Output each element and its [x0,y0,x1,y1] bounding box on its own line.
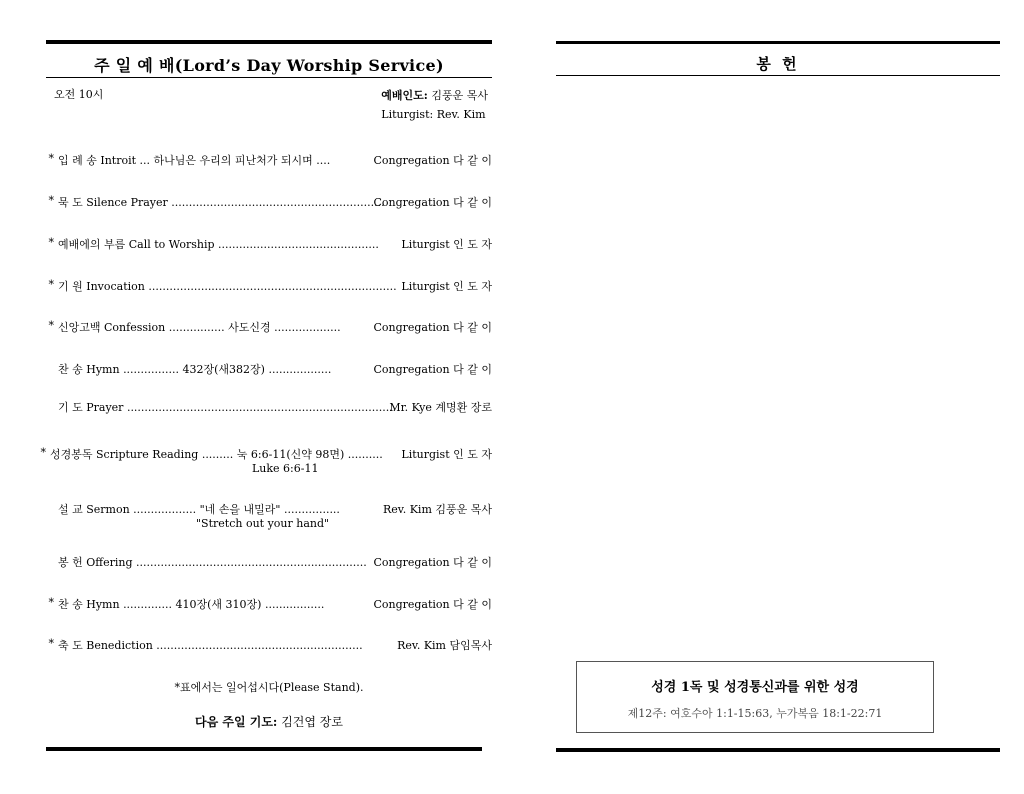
service-time: 오전 10시 [54,88,104,101]
worship-item-leader: Congregation 다 같 이 [373,196,492,209]
offering-top-rule [556,41,1000,44]
right-page [556,0,1000,794]
worship-item [46,278,492,294]
worship-item-subtitle: "Stretch out your hand" [196,517,330,530]
worship-item-leader: Congregation 다 같 이 [373,598,492,611]
next-prayer [46,713,492,730]
bottom-rule [46,747,482,751]
worship-item [46,637,492,653]
worship-item-leader: Congregation 다 같 이 [373,154,492,167]
worship-item [46,236,492,252]
worship-item-title: 예배에의 부름 Call to Worship .............................................. [58,238,379,251]
worship-item-leader: Congregation 다 같 이 [373,363,492,376]
worship-item-subtitle: Luke 6:6-11 [252,462,319,475]
service-title: 주 일 예 배(Lord’s Day Worship Service) [94,56,444,75]
left-page [40,0,492,794]
stand-marker: * [48,194,54,207]
leader-name: 김풍운 목사 [431,89,488,102]
worship-item-title: 축 도 Benediction ........................................................... [58,639,363,652]
worship-item [46,194,492,210]
stand-marker: * [48,152,54,165]
worship-item [46,554,492,570]
next-prayer-name: 김건엽 장로 [281,715,343,729]
offering-bottom-rule [556,748,1000,752]
worship-item [46,319,492,335]
worship-item-title: 신앙고백 Confession ................ 사도신경 ................... [58,321,341,334]
offering-title-rule [556,75,1000,76]
leader-label: 예배인도: [381,89,428,102]
bible-reading-box [576,661,934,733]
bible-box-title: 성경 1독 및 성경통신과를 위한 성경 [651,680,859,695]
worship-item [40,446,492,462]
worship-item-title: 설 교 Sermon .................. "네 손을 내밀라" ................ [58,503,340,516]
liturgist-line: Liturgist: Rev. Kim [381,108,486,121]
bible-box-text: 제12주: 여호수아 1:1-15:63, 누가복음 18:1-22:71 [627,707,883,720]
stand-marker: * [48,278,54,291]
worship-item [46,152,492,168]
stand-marker: * [40,446,46,459]
title-rule [46,77,492,78]
worship-item-title: 봉 헌 Offering .................................................................. [58,556,367,569]
worship-item-leader: Congregation 다 같 이 [373,321,492,334]
service-leader [381,86,488,124]
worship-item-title: 찬 송 Hymn ................ 432장(새382장) .................. [58,363,332,376]
worship-item-title: 성경봉독 Scripture Reading ......... 눅 6:6-11(신약 98면) .......... [50,448,383,461]
offering-title: 봉 헌 [756,55,800,73]
worship-item [46,501,492,517]
stand-marker: * [48,319,54,332]
worship-item-leader: Liturgist 인 도 자 [401,280,492,293]
worship-item [46,596,492,612]
stand-marker: * [48,637,54,650]
worship-item-title: 기 원 Invocation ....................................................................... [58,280,397,293]
worship-item-leader: Rev. Kim 김풍운 목사 [383,503,492,516]
stand-marker: * [48,596,54,609]
worship-item-leader: Rev. Kim 담임목사 [397,639,492,652]
stand-note: *표에서는 일어섭시다(Please Stand). [174,681,364,694]
worship-item-title: 묵 도 Silence Prayer ............................................................. [58,196,385,209]
worship-item [46,361,492,377]
worship-item-leader: Mr. Kye 계명환 장로 [389,401,492,414]
next-prayer-label: 다음 주일 기도: [195,715,278,729]
worship-item-title: 찬 송 Hymn .............. 410장(새 310장) ................. [58,598,325,611]
worship-item-leader: Liturgist 인 도 자 [401,238,492,251]
top-rule [46,40,492,44]
worship-item-leader: Liturgist 인 도 자 [401,448,492,461]
worship-item [46,399,492,415]
worship-item-title: 기 도 Prayer ............................................................................. [58,401,397,414]
worship-item-title: 입 례 송 Introit ... 하나님은 우리의 피난처가 되시며 .... [58,154,331,167]
stand-marker: * [48,236,54,249]
worship-item-leader: Congregation 다 같 이 [373,556,492,569]
